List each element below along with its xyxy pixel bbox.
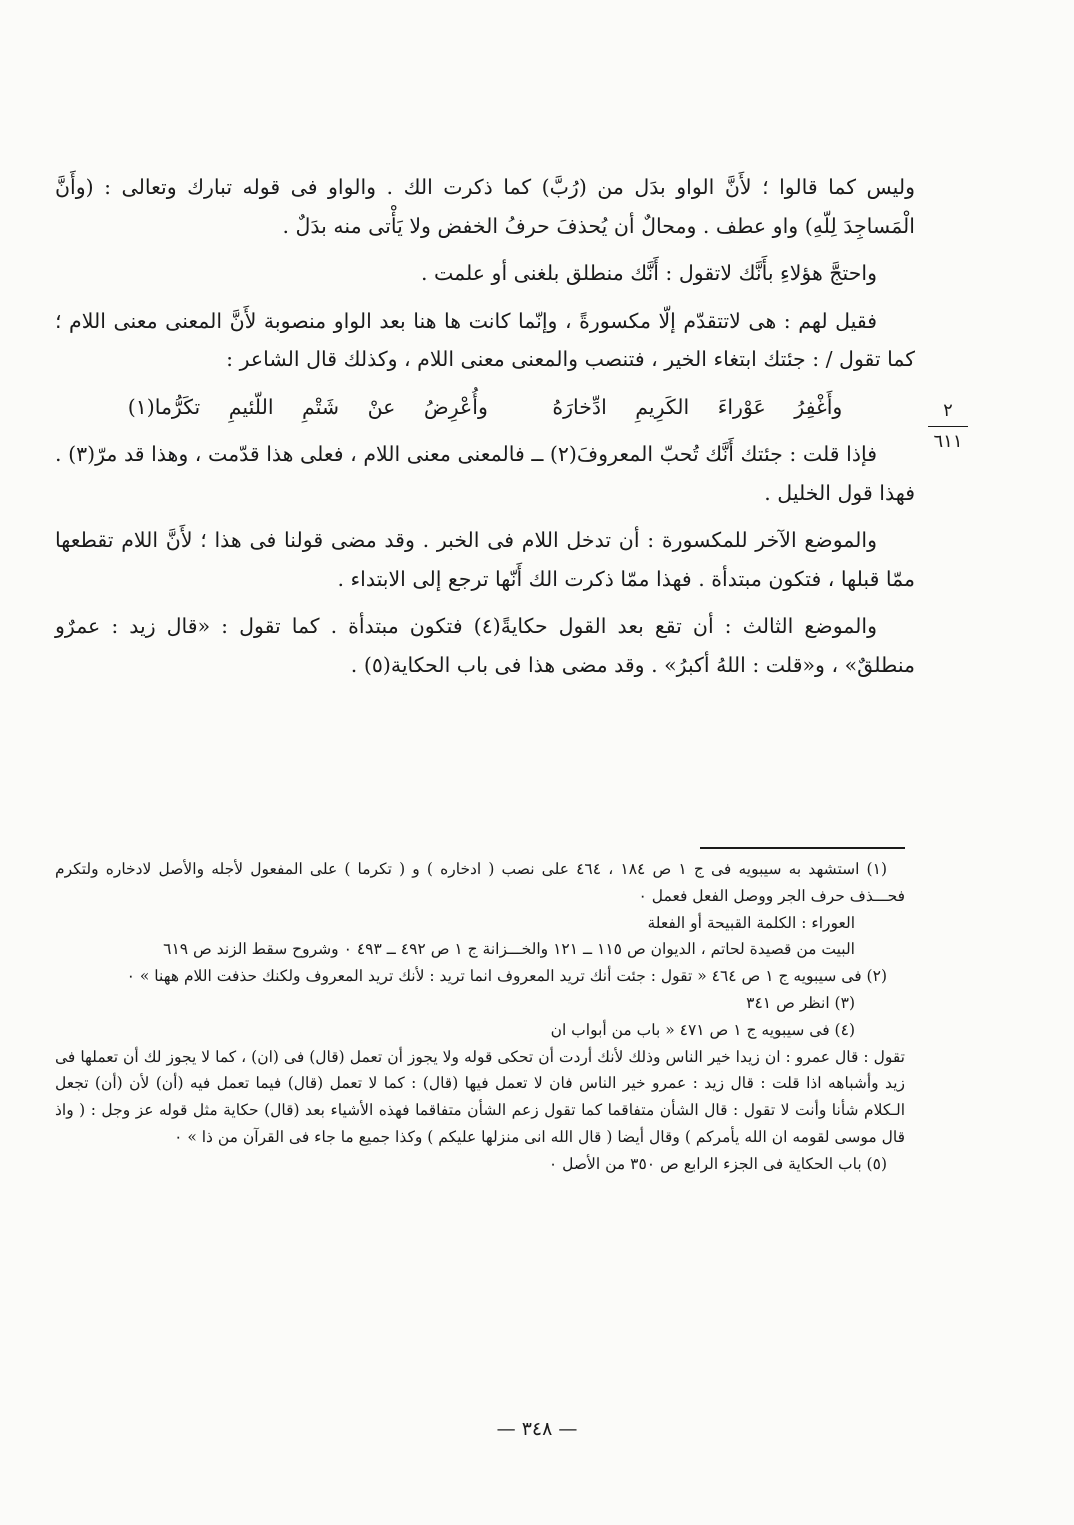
verse-hemistich-1: وأَغْفِرُ عَوْراءَ الكَرِيمِ ادِّخارَهُ xyxy=(552,394,843,419)
paragraph-4: فإذا قلت : جئتك أَنَّك تُحبّ المعروفَ(٢) ــ فالمعنى معنى اللام ، فعلى هذا قدّمت ، وهذا قد مرّ(٣) . فهذا قول الخليل . xyxy=(55,442,915,505)
footnotes xyxy=(55,856,905,1178)
paragraph-6: والموضع الثالث : أن تقع بعد القول حكايةً(٤) فتكون مبتدأة . كما تقول : «قال زيد : عمرٌو منطلقٌ» ، و«قلت : اللهُ أكبرُ» . وقد مضى هذا فى باب الحكاية(٥) . xyxy=(55,614,915,677)
verse-line xyxy=(55,388,915,427)
margin-original-page: ٦١١ xyxy=(933,431,963,452)
footnote-1: (١) استشهد به سيبويه فى ج ١ ص ١٨٤ ، ٤٦٤ على نصب ( ادخاره ) و ( تكرما ) على المفعول لأجله والأصل لادخاره ولتكرم فحـــذف حرف الجر ووصل الفعل فعمل ٠ xyxy=(55,860,905,905)
margin-volume-number: ٢ xyxy=(928,400,968,427)
page-number: — ٣٤٨ — xyxy=(496,1418,578,1440)
footnote-1-gloss: العوراء : الكلمة القبيحة أو الفعلة xyxy=(647,913,855,932)
paragraph-1: وليس كما قالوا ؛ لأَنَّ الواو بدَل من (رُبَّ) كما ذكرت الك . والواو فى قوله تبارك وتعالى : (وأَنَّ الْمَساجِدَ لِلّهِ) واو عطف . ومحالٌ أن يُحذفَ حرفُ الخفض ولا يَأْتى منه بدَلٌ . xyxy=(55,175,915,238)
verse-hemistich-2: وأُعْرِضُ عنْ شَتْمِ اللّئيمِ تكَرُّما(١) xyxy=(127,394,488,419)
footnote-2: (٢) فى سيبويه ج ١ ص ٤٦٤ « تقول : جئت أنك تريد المعروف انما تريد : لأنك تريد المعروف ولكنك حذفت اللام ههنا » ٠ xyxy=(126,967,887,986)
main-text xyxy=(55,168,915,693)
margin-page-reference xyxy=(928,400,968,453)
footnote-1-source: البيت من قصيدة لحاتم ، الديوان ص ١١٥ ــ ١٢١ والخـــزانة ج ١ ص ٤٩٢ ــ ٤٩٣ ٠ وشروح سقط الزند ص ٦١٩ xyxy=(163,940,855,959)
footnote-4-continuation: تقول : قال عمرو : ان زيدا خير الناس وذلك لأنك أردت أن تحكى قوله ولا يجوز أن تعمل (قال) فى (ان) ، كما لا يجوز لك أن تعملها فى زيد وأشباهه اذا قلت : قال زيد : عمرو خير الناس فان لا تعمل فيها (قال) : كما لا تعمل (قال) فيما تعمل فيه (أن) لأن (أن) تجعل الـكلام شأنا وأنت لا تقول : قال الشأن متفاقما كما تقول زعم الشأن متفاقما فهذه الأشياء بعد (قال) حكاية مثل قوله عز وجل : ( واذ قال موسى لقومه ان الله يأمركم ) وقال أيضا ( قال الله انى منزلها عليكم ) وكذا جميع ما جاء فى القرآن من ذا » ٠ xyxy=(55,1047,905,1146)
paragraph-2: واحتجَّ هؤلاءِ بأَنَّك لاتقول : أَنَّك منطلق بلغنى أو علمت . xyxy=(421,261,877,285)
footnote-separator xyxy=(700,847,905,849)
paragraph-3: فقيل لهم : هى لاتتقدّم إلّا مكسورةً ، وإنّما كانت ها هنا بعد الواو منصوبة لأَنَّ المعنى معنى اللام ؛ كما تقول / : جئتك ابتغاء الخير ، فتنصب والمعنى معنى اللام ، وكذلك قال الشاعر : xyxy=(55,308,915,371)
footnote-5: (٥) باب الحكاية فى الجزء الرابع ص ٣٥٠ من الأصل ٠ xyxy=(548,1154,887,1173)
paragraph-5: والموضع الآخر للمكسورة : أن تدخل اللام فى الخبر . وقد مضى قولنا فى هذا ؛ لأَنَّ اللام تقطعها ممّا قبلها ، فتكون مبتدأة . فهذا ممّا ذكرت الك أَنّها ترجع إلى الابتداء . xyxy=(55,528,915,591)
footnote-4: (٤) فى سيبويه ج ١ ص ٤٧١ « باب من أبواب ان xyxy=(550,1020,855,1039)
footnote-3: (٣) انظر ص ٣٤١ xyxy=(746,993,855,1012)
